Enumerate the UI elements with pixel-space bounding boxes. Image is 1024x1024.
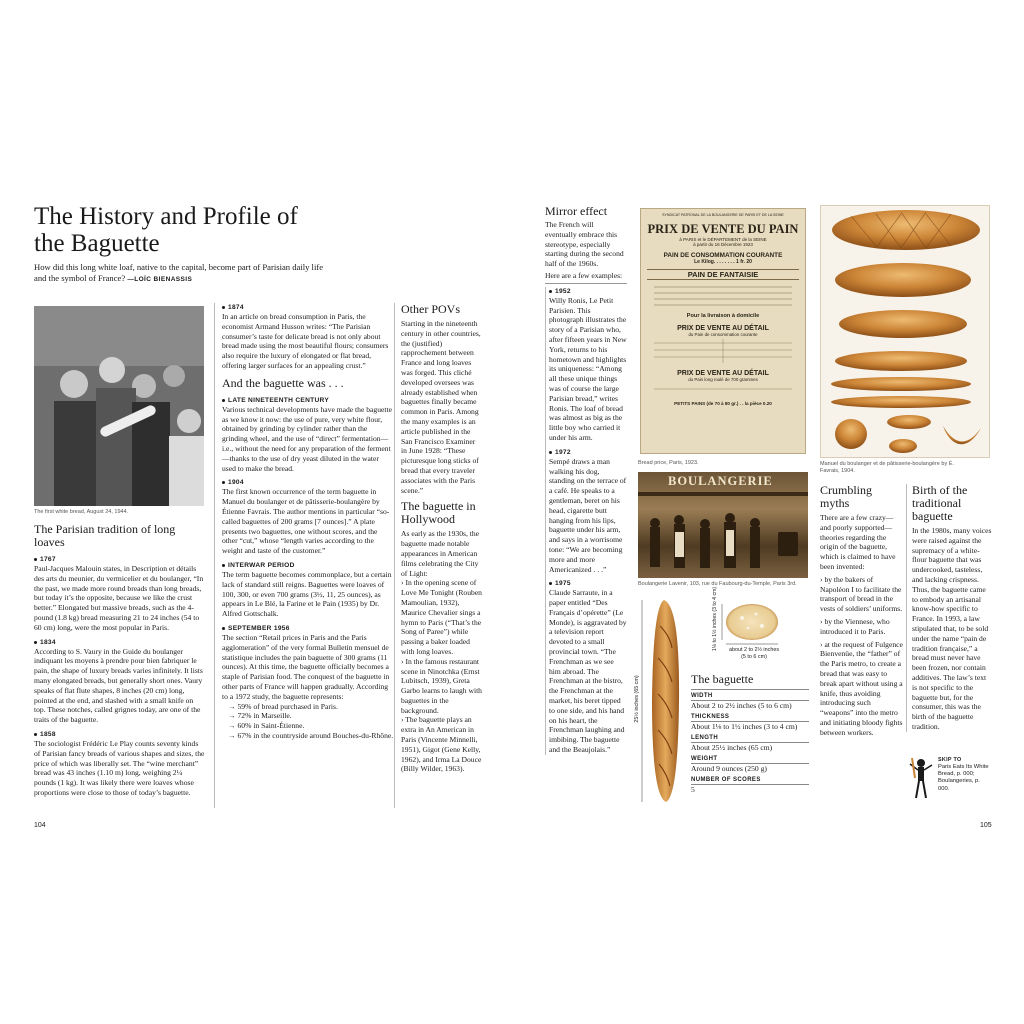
poster-caption: Bread price, Paris, 1923. xyxy=(638,460,699,466)
birth-text: In the 1980s, many voices were raised against the supremacy of a white-flour baguette that was undercooked, tasteless, and lacking crispness. Thus, the baguette came to embody an artisanal know-how specific to France. In 1993, a law stipulated that, to be sold under the name “pain de tradition française,” a bread must never have been frozen, nor contain additives. The law’s text is not specific to the baguette but, for the consumer, this was the birth of the baguette tradition. xyxy=(912,526,992,731)
text-1952: Willy Ronis, Le Petit Parisien. This photograph illustrates the story of a Parisian who, after fifteen years in New York, returns to his hometown and highlights its uniqueness: “Among all these unique things was of course the large Parisian bread,” writes Ronis. The loaf of bread was almost as big as the little boy who carried it under his arm. xyxy=(549,295,627,442)
boulangerie-sign: BOULANGERIE xyxy=(668,474,773,488)
skip-to-box xyxy=(908,756,992,804)
year-1834: 1834 xyxy=(34,638,206,647)
crumbling-intro: There are a few crazy—and poorly supported—theories regarding the origin of the baguette, which is claimed to have been invented: xyxy=(820,513,896,571)
poster-title: PRIX DE VENTE DU PAIN xyxy=(647,222,799,236)
year-1767: 1767 xyxy=(34,555,206,564)
myth-item: › by the bakers of Napoléon I to facilitate the transport of bread in the vests of soldiers’ uniforms. xyxy=(820,574,903,614)
text-1904: The first known occurrence of the term baguette in Manuel du boulanger et de pâtisserie-boulangère by Étienne Favrais. The author mentions in particular “so-called baguettes of 200 grams [7 ounces].” A plate presents two baguettes, one without scores, and the other “cut,” whose “length varies according to the weight and taste of the customer.” xyxy=(222,487,390,556)
stats-list xyxy=(222,702,394,741)
year-1904: 1904 xyxy=(222,478,394,487)
column-3 xyxy=(394,303,482,808)
plate-caption: Manuel du boulanger et de pâtisserie-boulangère by É. Favrais, 1904. xyxy=(820,461,954,474)
value-scores: 5 xyxy=(691,785,695,794)
hollywood-item: › The baguette plays an extra in An American in Paris (Vincente Minnelli, 1951), Gigot (Gene Kelly, 1962), and Irma La Douce (Billy Wilder, 1963). xyxy=(401,715,482,774)
year-1975: 1975 xyxy=(549,579,627,588)
year-1956: SEPTEMBER 1956 xyxy=(222,624,394,633)
poster-pain1: PAIN DE CONSOMMATION COURANTE xyxy=(663,252,783,259)
poster-roule-table xyxy=(648,382,798,396)
hollywood-heading: The baguette in Hollywood xyxy=(401,499,476,527)
poster-date: à partir du 16 Décembre 1923 xyxy=(693,242,753,247)
text-1956: The section “Retail prices in Paris and the Paris agglomeration” of the very formal Bulletin mensuel de statistique includes the pain baguette of 300 grams (11 ounces). At this time, the baguette officially becomes a staple of Parisian food. The conquest of the baguette in other parts of France will happen gradually. According to a 1972 study, the baguette represents: xyxy=(222,632,390,701)
year-late-19th: LATE NINETEENTH CENTURY xyxy=(222,396,394,405)
value-width: About 2 to 2½ inches (5 to 6 cm) xyxy=(691,701,792,710)
bread-price-poster xyxy=(640,208,806,454)
stat-item: → 60% in Saint-Étienne. xyxy=(228,721,394,731)
page-title: The History and Profile of the Baguette xyxy=(34,203,298,257)
crumbling-myths xyxy=(820,484,904,738)
mirror-heading: Mirror effect xyxy=(545,204,608,218)
photo-caption: The first white bread, August 24, 1944. xyxy=(34,509,129,515)
label-width: WIDTH xyxy=(691,693,809,701)
text-1858: The sociologist Frédéric Le Play counts seventy kinds of Parisian fancy breads of various shapes and sizes, the price of which was liberally set. The “wine merchant” bread was 43 inches (1.10 m) long, weighing 2¼ pounds (1 kg). It was likely there were loaves whose proportions were close to those of today’s baguette. xyxy=(34,738,205,797)
poster-price-table xyxy=(648,282,798,308)
poster-prix1b: du Pain de consommation courante xyxy=(688,332,758,337)
text-1834: According to S. Vaury in the Guide du boulanger indiquant les moyens à prendre pour bien fabriquer le pain, the shape of luxury breads varies infinitely. It lists many elongated breads, but generally short ones. Vaury speaks of flat flute shapes, 8 inches (20 cm) long, pointed at the end, and slashed with a small knife on top. These notches, called grignes today, are one of the traits of the baguette. xyxy=(34,646,203,725)
label-length: LENGTH xyxy=(691,735,809,743)
poster-detail-table xyxy=(648,337,798,365)
page-number-right: 105 xyxy=(980,822,992,829)
hollywood-item: › In the opening scene of Love Me Tonight (Rouben Mamoulian, 1932), Maurice Chevalier sings a hymn to Paris (“That’s the Song of Paree”) while passing a baker loaded with long loaves. xyxy=(401,578,482,656)
intro-text: How did this long white loaf, native to the capital, become part of Parisian daily life and the symbol of France? xyxy=(34,262,324,283)
boulangerie-caption: Boulangerie Lavenir, 103, rue du Faubourg-du-Temple, Paris 3rd. xyxy=(638,581,797,587)
bread-plate xyxy=(820,205,990,458)
poster-livraison: Pour la livraison à domicile xyxy=(686,313,760,319)
baguette-profile xyxy=(691,673,809,795)
poster-petits: PETITS PAINS (de 70 à 80 gr.) . . la pièce 0.20 xyxy=(674,401,772,406)
value-thickness: About 1⅛ to 1½ inches (3 to 4 cm) xyxy=(691,722,798,731)
stat-item: → 67% in the countryside around Bouches-du-Rhône. xyxy=(228,731,394,741)
skip-text[interactable]: Paris Eats Its White Bread, p. 000; Boulangeries, p. 000. xyxy=(938,764,989,792)
text-interwar: The term baguette becomes commonplace, but a certain lack of standard still reigns. Baguettes were loaves of 100, 300, or even 700 grams (3½, 11, 25 ounces), as appears in Le Blé, la Farine et le Pain (1935) by Dr. Alfred Gottschalk. xyxy=(222,569,392,619)
mirror-lead: Here are a few examples: xyxy=(545,271,627,284)
poster-kilo: Le Kilog. . . . . . . . 1 fr. 20 xyxy=(694,259,752,265)
first-white-bread-photo xyxy=(34,306,204,506)
year-interwar: INTERWAR PERIOD xyxy=(222,561,394,570)
label-thickness: THICKNESS xyxy=(691,714,809,722)
year-1874: 1874 xyxy=(222,303,394,312)
myth-item: › at the request of Fulgence Bienvenüe, the “father” of the Paris metro, to create a bread that was easy to break apart without using a knife, thus avoiding introducing such “weapons” into the metro and initiating bloody fights between workers. xyxy=(820,639,903,737)
year-1858: 1858 xyxy=(34,730,206,739)
crowd-photo-illustration xyxy=(34,306,204,506)
height-dim: 1⅛ to 1½ inches (3 to 4 cm) xyxy=(712,586,718,652)
poster-prix2b: du Pain long roulé de 700 grammes xyxy=(688,377,758,382)
text-late-19th: Various technical developments have made the baguette as we know it now: the use of pure, very white flour, obtained by grinding by cylinder rather than the grinding wheel, and the use of “direct” fermentation—i.e., without the need for any preparation of the ferment—thanks to the use of dry yeast diluted in the water used to make the bread. xyxy=(222,404,392,473)
poster-prix2: PRIX DE VENTE AU DÉTAIL xyxy=(677,370,769,377)
pov-text: Starting in the nineteenth century in other countries, the (justified) rapprochement between France and long loaves was forged. This cliché developed oversees was already established when baguettes finally became common in Paris. Among the many examples is an article published in the San Francisco Examiner in June 1928: “These picturesque long sticks of bread that every traveler associates with the Paris scene.” xyxy=(401,319,481,495)
length-dim: 25½ inches (65 cm) xyxy=(634,675,640,723)
bread-varieties-illustration xyxy=(821,206,991,459)
width-dim: about 2 to 2½ inches (5 to 6 cm) xyxy=(728,647,780,660)
boulangerie-figures xyxy=(638,472,808,578)
page-number-left: 104 xyxy=(34,822,46,829)
tradition-heading: The Parisian tradition of long loaves xyxy=(34,522,176,549)
pov-heading: Other POVs xyxy=(401,302,460,316)
author: —LOÏC BIENASSIS xyxy=(127,276,193,283)
poster-prix1: PRIX DE VENTE AU DÉTAIL xyxy=(677,325,769,332)
year-1952: 1952 xyxy=(549,287,627,296)
boulangerie-photo xyxy=(638,472,808,578)
year-1972: 1972 xyxy=(549,448,627,457)
poster-top: SYNDICAT PATRONAL DE LA BOULANGERIE DE PARIS ET DE LA SEINE xyxy=(662,213,784,217)
text-1767: Paul-Jacques Malouin states, in Description et détails des arts du meunier, du vermicelier et du boulanger, “In the past, we made more round breads than long breads, but today it’s the opposite, because we like the crust better.” Elongated but massive breads, such as the 4-pound (1.8 kg) bread measuring 21 to 24 inches (54 to 60 cm) long, were the most popular in Paris. xyxy=(34,564,204,632)
column-2 xyxy=(214,303,394,808)
value-weight: Around 9 ounces (250 g) xyxy=(691,764,767,773)
hollywood-item: › In the famous restaurant scene in Ninotchka (Ernst Lubitsch, 1939), Greta Garbo learns to laugh with baguettes in the background. xyxy=(401,656,482,715)
poster-sub: à PARIS et le DÉPARTEMENT de la SEINE xyxy=(679,237,767,242)
text-1975: Claude Sarraute, in a paper entitled “Des Français d’opérette” (Le Monde), is aggravated by a television report devoted to a small provincial town. “The Frenchman as we see him abroad. The Frenchman at the bistro, the Frenchman at the market, his beret tipped to one side, and his hand on his heart, the Frenchman laughing and imbibing. The baguette and the Beaujolais.” xyxy=(549,588,627,755)
myth-item: › by the Viennese, who introduced it to Paris. xyxy=(820,616,890,636)
tradition-section xyxy=(34,523,206,798)
mirror-column xyxy=(545,205,627,755)
hollywood-intro: As early as the 1930s, the baguette made notable appearances in American films celebrating the City of Light: xyxy=(401,529,480,578)
label-scores: NUMBER OF SCORES xyxy=(691,777,809,785)
label-weight: WEIGHT xyxy=(691,756,809,764)
text-1972: Sempé draws a man walking his dog, standing on the terrace of a café. He speaks to a gentleman, beret on his head, cigarette butt hanging from his lips, baguette under his arm, and says in a worrisome tone: “We are becoming more and more Americanized . . .” xyxy=(549,456,627,574)
intro xyxy=(34,262,324,285)
birth-tradition xyxy=(906,484,992,732)
stat-item: → 59% of bread purchased in Paris. xyxy=(228,702,394,712)
poster-pain2: PAIN DE FANTAISIE xyxy=(647,269,799,280)
value-length: About 25½ inches (65 cm) xyxy=(691,743,773,752)
baguette-was-heading: And the baguette was . . . xyxy=(222,375,344,390)
profile-heading: The baguette xyxy=(691,673,809,690)
birth-heading: Birth of the traditional baguette xyxy=(912,483,968,523)
mirror-entries xyxy=(545,287,627,755)
skip-label: SKIP TO xyxy=(938,757,962,763)
stat-item: → 72% in Marseille. xyxy=(228,711,394,721)
crumbling-heading: Crumbling myths xyxy=(820,483,873,510)
mirror-intro: The French will eventually embrace this stereotype, especially starting during the second half of the 1960s. xyxy=(545,220,624,269)
waiter-icon xyxy=(908,756,934,802)
text-1874: In an article on bread consumption in Paris, the economist Armand Husson writes: “The Parisian consumer’s taste for delicate bread is not only about bread made using the most beautiful flours; consumers also require the luxury of elongated or flat bread, offering larger surfaces for an appealing crust.” xyxy=(222,312,389,370)
